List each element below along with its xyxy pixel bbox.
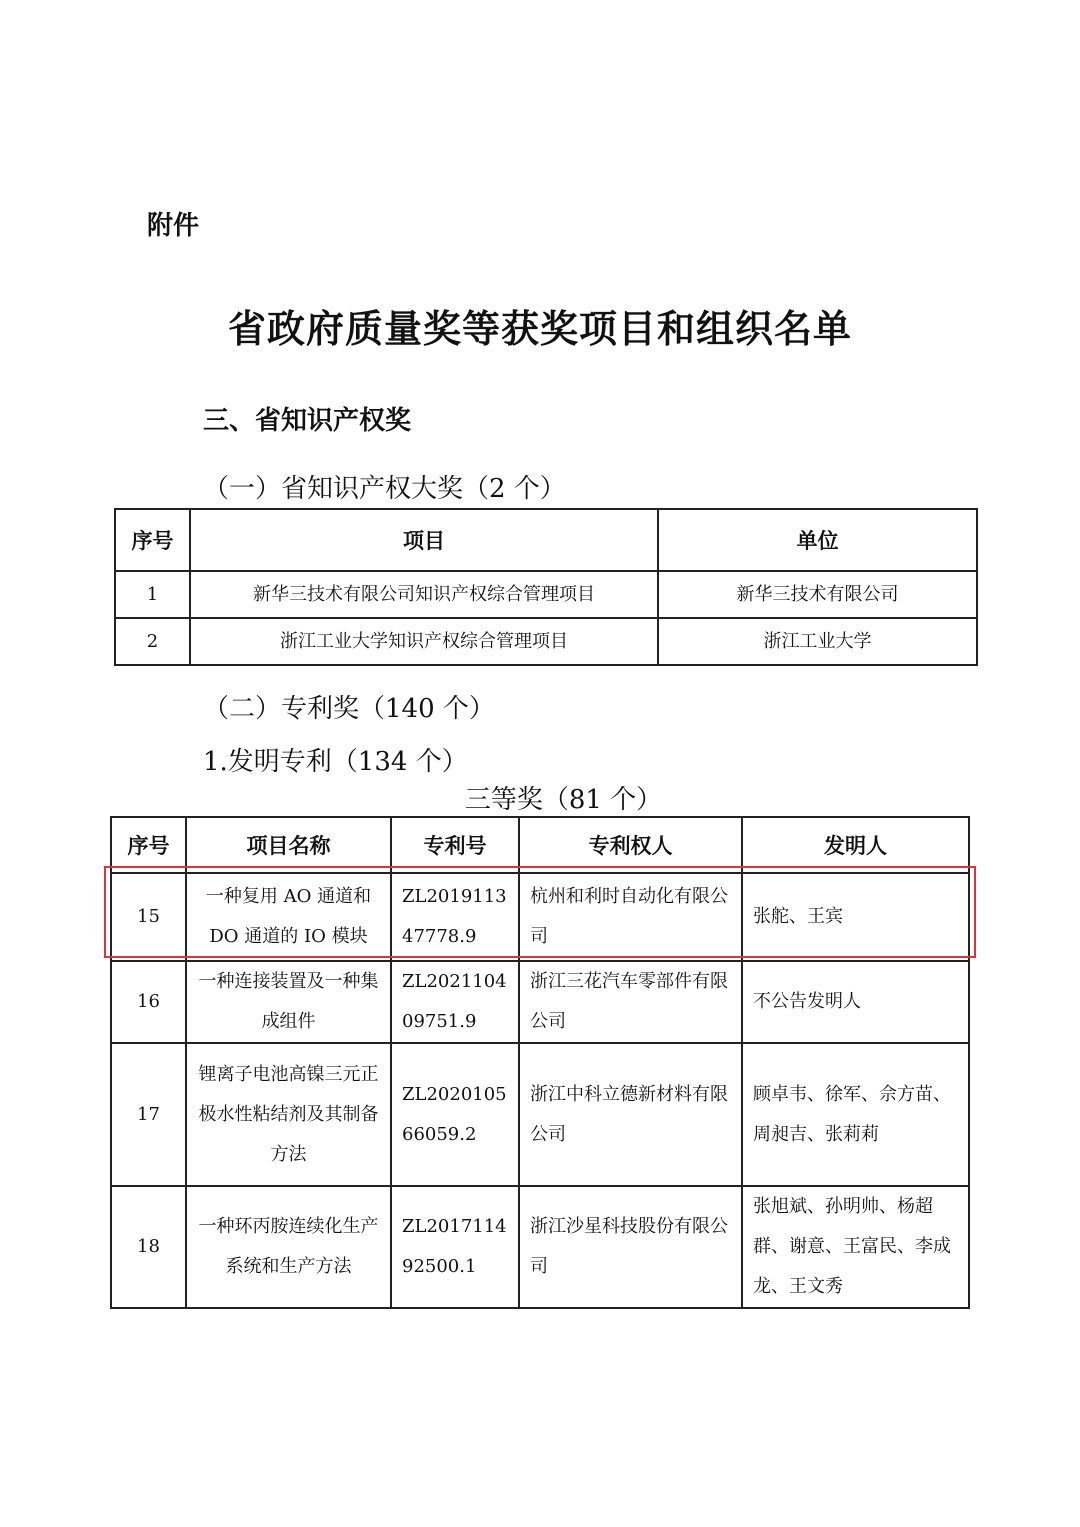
table-row	[115, 571, 977, 618]
project-cell: 新华三技术有限公司知识产权综合管理项目	[190, 571, 658, 618]
column-header: 序号	[115, 509, 190, 571]
column-header: 专利权人	[519, 817, 742, 873]
inventor-cell: 张舵、王宾	[742, 873, 969, 961]
project-cell: 浙江工业大学知识产权综合管理项目	[190, 618, 658, 665]
unit-cell: 新华三技术有限公司	[658, 571, 977, 618]
project-name-cell: 锂离子电池高镍三元正极水性粘结剂及其制备方法	[186, 1043, 391, 1186]
grand-prize-heading: （一）省知识产权大奖（2 个）	[203, 474, 566, 504]
column-header: 序号	[111, 817, 186, 873]
project-name-cell: 一种环丙胺连续化生产系统和生产方法	[186, 1186, 391, 1308]
column-header: 专利号	[391, 817, 519, 873]
table-header-row	[115, 509, 977, 571]
column-header: 项目名称	[186, 817, 391, 873]
row-number: 16	[111, 961, 186, 1043]
document-title: 省政府质量奖等获奖项目和组织名单	[227, 306, 852, 351]
section-heading: 三、省知识产权奖	[203, 406, 412, 436]
patent-number-cell: ZL201911347778.9	[391, 873, 519, 961]
row-number: 1	[115, 571, 190, 618]
patent-owner-cell: 浙江中科立德新材料有限公司	[519, 1043, 742, 1186]
patent-owner-cell: 浙江三花汽车零部件有限公司	[519, 961, 742, 1043]
inventor-cell: 张旭斌、孙明帅、杨超群、谢意、王富民、李成龙、王文秀	[742, 1186, 969, 1308]
column-header: 项目	[190, 509, 658, 571]
column-header: 单位	[658, 509, 977, 571]
highlight-box	[104, 866, 976, 958]
attachment-label: 附件	[147, 211, 200, 241]
patent-number-cell: ZL202010566059.2	[391, 1043, 519, 1186]
column-header: 发明人	[742, 817, 969, 873]
unit-cell: 浙江工业大学	[658, 618, 977, 665]
award-level-heading: 三等奖（81 个）	[464, 785, 663, 815]
inventor-cell: 顾卓韦、徐军、佘方苗、周昶吉、张莉莉	[742, 1043, 969, 1186]
row-number: 18	[111, 1186, 186, 1308]
patent-prize-heading: （二）专利奖（140 个）	[203, 694, 495, 724]
table-header-row	[111, 817, 969, 873]
invention-patent-heading: 1.发明专利（134 个）	[203, 747, 468, 777]
project-name-cell: 一种复用 AO 通道和 DO 通道的 IO 模块	[186, 873, 391, 961]
grand-prize-table	[114, 508, 978, 666]
row-number: 17	[111, 1043, 186, 1186]
table-row	[115, 618, 977, 665]
row-number: 15	[111, 873, 186, 961]
project-name-cell: 一种连接装置及一种集成组件	[186, 961, 391, 1043]
patent-owner-cell: 浙江沙星科技股份有限公司	[519, 1186, 742, 1308]
row-number: 2	[115, 618, 190, 665]
patent-number-cell: ZL202110409751.9	[391, 961, 519, 1043]
table-row	[111, 961, 969, 1043]
table-row	[111, 1043, 969, 1186]
patent-owner-cell: 杭州和利时自动化有限公司	[519, 873, 742, 961]
inventor-cell: 不公告发明人	[742, 961, 969, 1043]
patent-number-cell: ZL201711492500.1	[391, 1186, 519, 1308]
table-row	[111, 1186, 969, 1308]
